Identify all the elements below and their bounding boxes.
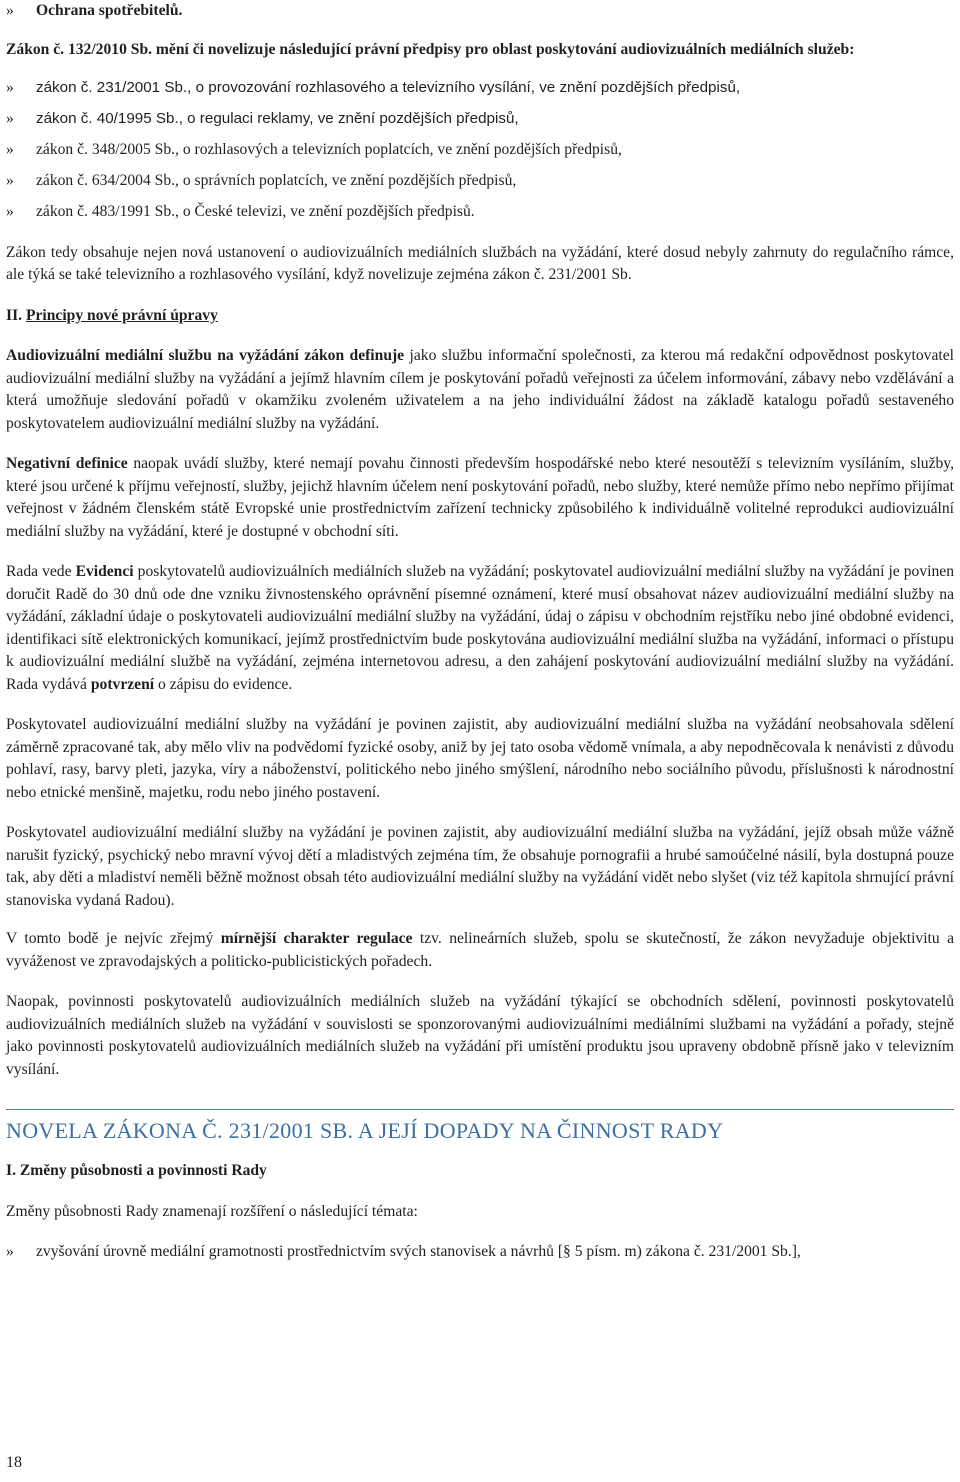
list-item-consumer-protection bbox=[6, 0, 954, 23]
hate-speech-paragraph: Poskytovatel audiovizuální mediální služby na vyžádání je povinen zajistit, aby audiovizuální mediální služba na vyžádání neobsahovala sdělení záměrně zpracované tak, aby mělo vliv na podvědomí fyzické osoby, aniž by jej tato osoba vědomě vnímala, a aby nepodněcovala k nenávisti z důvodu pohlaví, rasy, barvy pleti, jazyka, víry a náboženství, politického nebo jiného smýšlení, národního nebo sociálního původu, příslušnosti k národnostní nebo etnické menšině, majetku, rodu nebo jiného postavení. bbox=[6, 716, 954, 801]
law-description: , o provozování rozhlasového a televizního vysílání, ve znění pozdějších předpisů, bbox=[187, 79, 741, 96]
law-description: , o regulaci reklamy, ve znění pozdějších předpisů, bbox=[178, 110, 519, 127]
list-item bbox=[6, 170, 954, 193]
section-title: Změny působnosti a povinnosti Rady bbox=[19, 1162, 267, 1179]
intro-paragraph: Zákon č. 132/2010 Sb. mění či novelizuje následující právní předpisy pro oblast poskytování audiovizuálních mediálních služeb: bbox=[6, 40, 855, 58]
section-number: II. bbox=[6, 306, 23, 324]
milder-regulation-paragraph: V tomto bodě je nejvíc zřejmý mírnější charakter regulace tzv. nelineárních služeb, spolu se skutečností, že zákon nevyžaduje objektivitu a vyváženost ve zpravodajských a politicko-publicistických pořadech. bbox=[6, 930, 955, 970]
bullet-marker: » bbox=[6, 141, 14, 158]
bullet-marker: » bbox=[6, 172, 14, 189]
list-item-text: Ochrana spotřebitelů. bbox=[36, 2, 183, 19]
law-list bbox=[6, 77, 954, 224]
list-item bbox=[6, 139, 954, 162]
law-description: , o rozhlasových a televizních poplatcích, ve znění pozdějších předpisů, bbox=[175, 141, 622, 158]
minors-protection-paragraph: Poskytovatel audiovizuální mediální služby na vyžádání je povinen zajistit, aby audiovizuální mediální služba na vyžádání, jejíž obsah může vážně narušit fyzický, psychický nebo mravní vývoj dětí a mladistvých zejména tím, že obsahuje pornografii a hrubé samoúčelné násilí, byla dostupná pouze tak, aby děti a mladiství neměli běžně možnost obsah této audiovizuální mediální služby na vyžádání vidět nebo slyšet (viz též kapitola shrnující právní stanoviska vydaná Radou). bbox=[6, 824, 954, 909]
list-item bbox=[6, 77, 954, 100]
bullet-marker: » bbox=[6, 2, 14, 19]
law-reference: zákon č. 634/2004 Sb. bbox=[36, 172, 176, 189]
bullet-marker: » bbox=[6, 1243, 14, 1260]
negative-definition-paragraph: Negativní definice naopak uvádí služby, které nemají povahu činnosti především hospodářské nebo které nesoutěží s televizním vysíláním, služby, které jsou určené k příjmu veřejností, služby, jejichž hlavním účelem není poskytování pořadů, nebo služby, které nemůže přímo nebo nepřímo přijímat veřejnost v žádném členském státě Evropské unie prostřednictvím zařízení technicky způsobilého k individuálně volitelné reprodukci audiovizuální mediální služby na vyžádání, které je dostupné v obchodní síti. bbox=[6, 455, 954, 540]
sponsorship-paragraph: Naopak, povinnosti poskytovatelů audiovizuálních mediálních služeb na vyžádání týkající se obchodních sdělení, povinnosti poskytovatelů audiovizuálních mediálních služeb na vyžádání v souvislosti se sponzorovanými audiovizuálními mediálními službami na vyžádání a pořady, stejně jako povinnosti poskytovatelů audiovizuálních mediálních služeb na vyžádání při umístění produktu jsou upraveny obdobně přísně jako v televizním vysílání. bbox=[6, 993, 954, 1078]
list-item bbox=[6, 1241, 954, 1264]
law-reference: zákon č. 348/2005 Sb. bbox=[36, 141, 176, 158]
law-description: , o České televizi, ve znění pozdějších předpisů. bbox=[175, 203, 475, 220]
page-number: 18 bbox=[6, 1454, 22, 1471]
law-reference: zákon č. 40/1995 Sb. bbox=[36, 110, 179, 127]
chapter-heading-block bbox=[6, 1109, 954, 1144]
definition-paragraph: Audiovizuální mediální službu na vyžádání zákon definuje jako službu informační společnosti, za kterou má redakční odpovědnost poskytovatel audiovizuální mediální služby na vyžádání a jejímž hlavním cílem je poskytování pořadů veřejnosti za účelem informování, zábavy nebo vzdělávání a která umožňuje sledování pořadů v okamžiku zvoleném uživatelem a na jeho individuální žádost na základě katalogu pořadů sestaveného poskytovatelem audiovizuální mediální služby na vyžádání. bbox=[6, 347, 954, 432]
changes-intro-paragraph: Změny působnosti Rady znamenají rozšíření o následující témata: bbox=[6, 1202, 418, 1220]
bullet-marker: » bbox=[6, 203, 14, 220]
chapter-heading: NOVELA ZÁKONA Č. 231/2001 SB. A JEJÍ DOPADY NA ČINNOST RADY bbox=[6, 1118, 724, 1143]
law-reference: zákon č. 483/1991 Sb. bbox=[36, 203, 176, 220]
list-item bbox=[6, 201, 954, 224]
bullet-marker: » bbox=[6, 79, 14, 96]
law-description: , o správních poplatcích, ve znění pozdějších předpisů, bbox=[175, 172, 517, 189]
list-item bbox=[6, 108, 954, 131]
section-number: I. bbox=[6, 1162, 16, 1179]
section-heading-1 bbox=[6, 1160, 954, 1183]
list-item-text: zvyšování úrovně mediální gramotnosti prostřednictvím svých stanovisek a návrhů [§ 5 písm. m) zákona č. 231/2001 Sb.], bbox=[36, 1243, 801, 1260]
scope-paragraph: Zákon tedy obsahuje nejen nová ustanovení o audiovizuálních mediálních službách na vyžádání, které dosud nebyly zahrnuty do regulačního rámce, ale týká se také televizního a rozhlasového vysílání, když novelizuje zejména zákon č. 231/2001 Sb. bbox=[6, 243, 954, 283]
document-page bbox=[6, 0, 954, 1264]
bullet-marker: » bbox=[6, 110, 14, 127]
section-title: Principy nové právní úpravy bbox=[25, 306, 218, 324]
registry-paragraph: Rada vede Evidenci poskytovatelů audiovizuálních mediálních služeb na vyžádání; poskytovatel audiovizuální mediální služby na vyžádání je povinen doručit Radě do 30 dnů ode dne vzniku živnostenského oprávnění písemné oznámení, které musí obsahovat název audiovizuální mediální služby na vyžádání, základní údaje o poskytovateli audiovizuální mediální služby na vyžádání, údaj o zápisu v obchodním rejstříku nebo jiné obdobné evidenci, identifikaci sítě elektronických komunikací, jejímž prostřednictvím bude poskytována audiovizuální mediální služba na vyžádání, informaci o přístupu k audiovizuální mediální službě na vyžádání, zejména internetovou adresu, a den zahájení poskytování audiovizuální mediální služby na vyžádání. Rada vydává potvrzení o zápisu do evidence. bbox=[6, 563, 954, 693]
law-reference: zákon č. 231/2001 Sb. bbox=[36, 79, 188, 96]
section-heading-2 bbox=[6, 305, 954, 328]
topic-list bbox=[6, 1241, 954, 1264]
